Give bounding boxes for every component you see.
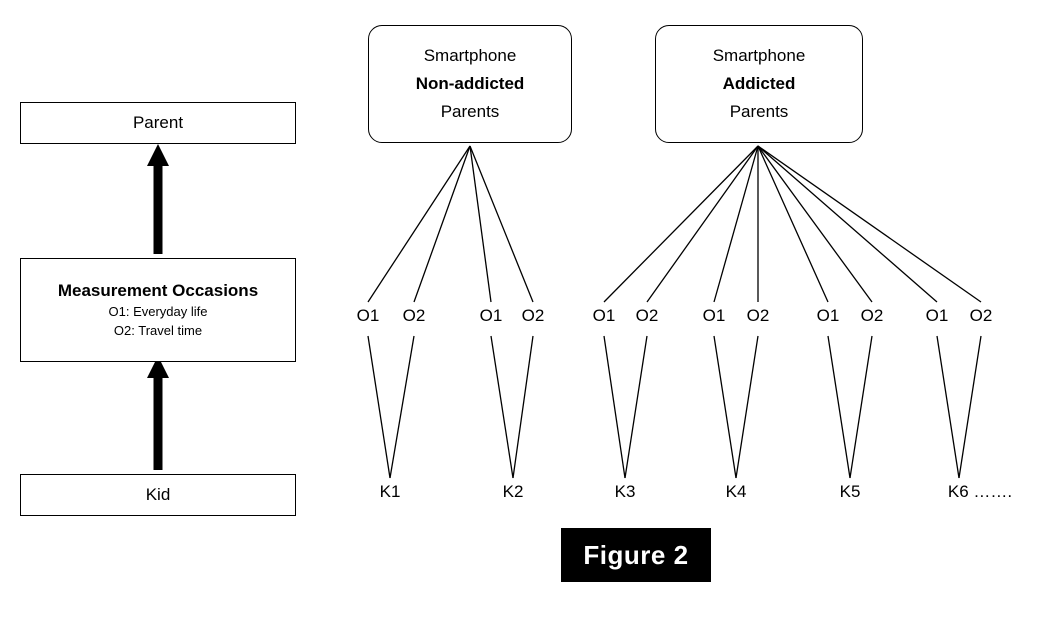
- occasion-node-12: O2: [969, 306, 993, 325]
- arrow-kid-to-measurement: [147, 356, 169, 470]
- kid-node-k6: K6 …….: [947, 482, 1013, 501]
- level-box-kid: [20, 474, 296, 516]
- occasion-node-2: O2: [402, 306, 426, 325]
- group-label-line1-addicted: Smartphone: [712, 46, 806, 65]
- occasion-node-1: O1: [356, 306, 380, 325]
- occasion-node-6: O2: [635, 306, 659, 325]
- occasion-node-10: O2: [860, 306, 884, 325]
- group-label-line3-addicted: Parents: [729, 102, 789, 121]
- occasion-node-3: O1: [479, 306, 503, 325]
- kid-node-k2: K2: [502, 482, 524, 501]
- occasion-node-4: O2: [521, 306, 545, 325]
- edges-nonaddicted-group: [368, 146, 533, 302]
- edges-addicted-group: [604, 146, 981, 302]
- occasion-node-5: O1: [592, 306, 616, 325]
- level-subline-o2: O2: Travel time: [113, 323, 203, 338]
- level-title-measurement-occasions: Measurement Occasions: [57, 281, 259, 300]
- occasion-node-8: O2: [746, 306, 770, 325]
- level-title-kid: Kid: [145, 485, 171, 504]
- group-box-non-addicted: [368, 25, 572, 143]
- kid-node-k4: K4: [725, 482, 747, 501]
- level-box-parent: [20, 102, 296, 144]
- group-box-addicted: [655, 25, 863, 143]
- group-label-line3-non-addicted: Parents: [440, 102, 500, 121]
- level-subline-o1: O1: Everyday life: [108, 304, 208, 319]
- arrow-measurement-to-parent: [147, 144, 169, 254]
- edges-occasions-to-kids: [368, 336, 981, 478]
- group-label-line1-non-addicted: Smartphone: [423, 46, 517, 65]
- occasion-node-9: O1: [816, 306, 840, 325]
- figure-caption: Figure 2: [561, 528, 711, 582]
- kid-node-k3: K3: [614, 482, 636, 501]
- level-title-parent: Parent: [132, 113, 184, 132]
- group-label-line2-addicted: Addicted: [722, 74, 796, 93]
- occasion-node-7: O1: [702, 306, 726, 325]
- kid-node-k5: K5: [839, 482, 861, 501]
- level-box-measurement-occasions: [20, 258, 296, 362]
- kid-node-k1: K1: [379, 482, 401, 501]
- group-label-line2-non-addicted: Non-addicted: [415, 74, 525, 93]
- occasion-node-11: O1: [925, 306, 949, 325]
